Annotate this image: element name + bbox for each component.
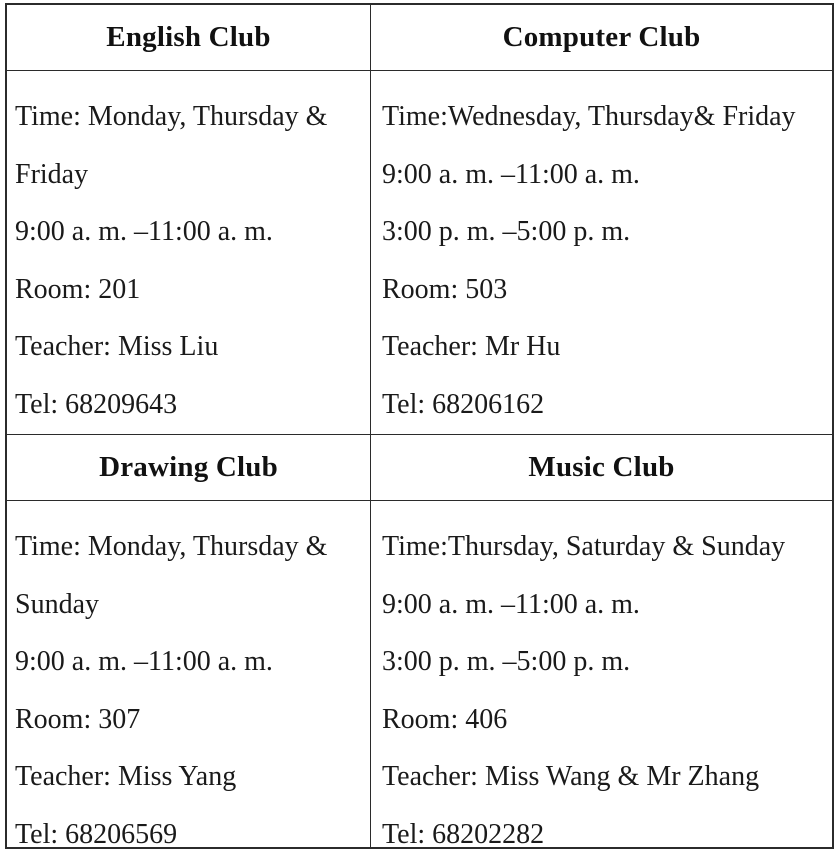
club-hours: 3:00 p. m. –5:00 p. m. (382, 216, 631, 247)
club-hours: 9:00 a. m. –11:00 a. m. (382, 158, 640, 190)
club-teacher: Teacher: Mr Hu (382, 331, 561, 362)
computer-club-details (371, 71, 832, 435)
club-name: Music Club (528, 451, 675, 483)
club-room: Room: 406 (382, 703, 508, 735)
club-tel: Tel: 68209643 (15, 388, 178, 420)
computer-club-header (371, 5, 832, 71)
club-teacher: Teacher: Miss Yang (15, 761, 237, 792)
club-name: Computer Club (502, 21, 701, 53)
club-teacher: Teacher: Miss Wang & Mr Zhang (382, 761, 760, 792)
club-tel: Tel: 68206162 (382, 388, 545, 420)
club-room: Room: 201 (15, 273, 141, 305)
drawing-club-header (7, 435, 371, 501)
club-tel: Tel: 68206569 (15, 818, 178, 847)
club-room: Room: 307 (15, 703, 141, 735)
club-time-line: Time: Monday, Thursday & (15, 101, 328, 132)
club-schedule-table (5, 3, 834, 849)
club-teacher: Teacher: Miss Liu (15, 331, 219, 362)
club-time-line-continued: Sunday (15, 588, 99, 620)
club-tel: Tel: 68202282 (382, 818, 545, 847)
club-hours: 3:00 p. m. –5:00 p. m. (382, 646, 631, 677)
club-time-line: Time: Monday, Thursday & (15, 531, 328, 562)
english-club-details (7, 71, 371, 435)
club-room: Room: 503 (382, 273, 508, 305)
music-club-header (371, 435, 832, 501)
music-club-details (371, 501, 832, 847)
club-name: English Club (106, 21, 271, 53)
club-name: Drawing Club (99, 451, 278, 483)
club-time-line-continued: Friday (15, 158, 89, 190)
club-hours: 9:00 a. m. –11:00 a. m. (382, 588, 640, 620)
club-time-line: Time:Thursday, Saturday & Sunday (382, 531, 786, 562)
club-hours: 9:00 a. m. –11:00 a. m. (15, 216, 273, 247)
club-hours: 9:00 a. m. –11:00 a. m. (15, 646, 273, 677)
club-time-line: Time:Wednesday, Thursday& Friday (382, 101, 796, 132)
english-club-header (7, 5, 371, 71)
drawing-club-details (7, 501, 371, 847)
